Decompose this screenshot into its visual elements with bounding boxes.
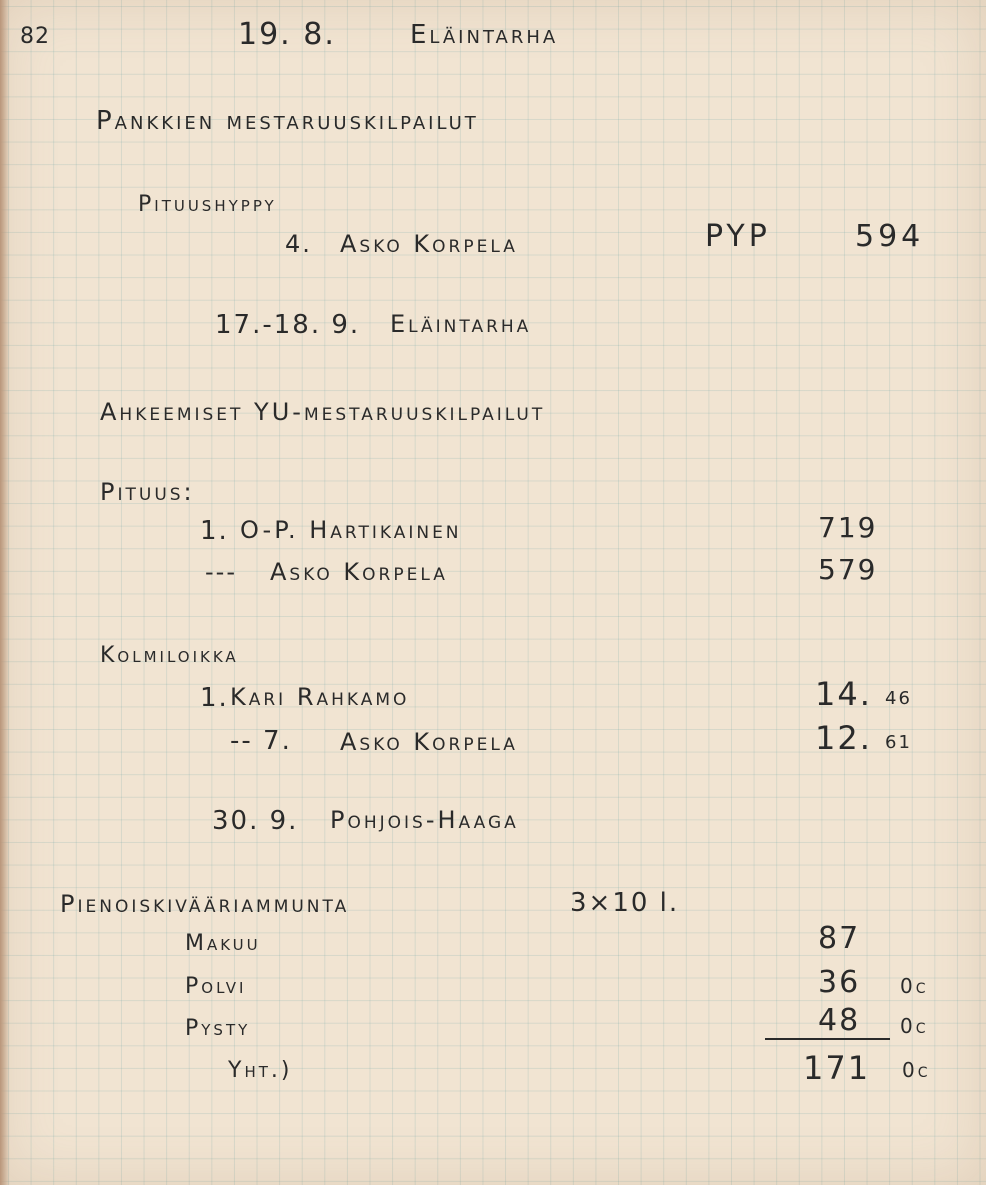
row-label: Makuu (185, 931, 261, 956)
header-place: Eläintarha (390, 310, 532, 338)
result-place: -- 7. (230, 726, 292, 756)
result-name: Asko Korpela (340, 230, 518, 258)
result-value: 719 (818, 511, 878, 544)
header-place: Pohjois-Haaga (330, 806, 519, 834)
shooting-format: 3×10 l. (570, 888, 680, 918)
header-date: 19. 8. (238, 17, 336, 52)
row-value: 48 (818, 1003, 861, 1038)
result-place: 1. (200, 683, 229, 713)
result-name: Asko Korpela (270, 558, 448, 586)
header-date: 17.-18. 9. (215, 310, 361, 340)
row-value: 36 (818, 965, 861, 1000)
result-decimal: 46 (885, 688, 912, 709)
result-name: O-P. Hartikainen (240, 516, 462, 544)
event-name: Pituus: (100, 478, 195, 506)
result-club: PYP (705, 219, 771, 254)
total-label: Yht.) (228, 1058, 293, 1083)
row-label: Pysty (185, 1016, 251, 1041)
result-name: Kari Rahkamo (230, 683, 410, 711)
result-name: Asko Korpela (340, 728, 518, 756)
total-value: 171 (803, 1049, 871, 1087)
event-name: Pituushyppy (138, 192, 277, 217)
result-place: 1. (200, 516, 229, 546)
row-unit: 0c (900, 974, 929, 998)
row-label: Polvi (185, 974, 247, 999)
result-value: 579 (818, 553, 878, 586)
event-name: Kolmiloikka (100, 643, 239, 668)
header-place: Eläintarha (410, 20, 559, 50)
result-value: 12. (815, 719, 872, 757)
result-decimal: 61 (885, 732, 912, 753)
sum-line (765, 1038, 890, 1040)
result-place: 4. (285, 230, 312, 258)
row-unit: 0c (900, 1014, 929, 1038)
section-title: Pienoiskivääriammunta (60, 890, 350, 918)
header-date: 30. 9. (212, 806, 299, 836)
result-place: --- (205, 558, 237, 586)
section-title: Pankkien mestaruuskilpailut (96, 106, 479, 136)
row-value: 87 (818, 921, 861, 956)
page-number: 82 (20, 24, 50, 49)
section-title: Ahkeemiset YU-mestaruuskilpailut (100, 398, 546, 426)
total-unit: 0c (902, 1058, 931, 1082)
result-value: 14. (815, 675, 872, 713)
result-value: 594 (855, 219, 925, 254)
